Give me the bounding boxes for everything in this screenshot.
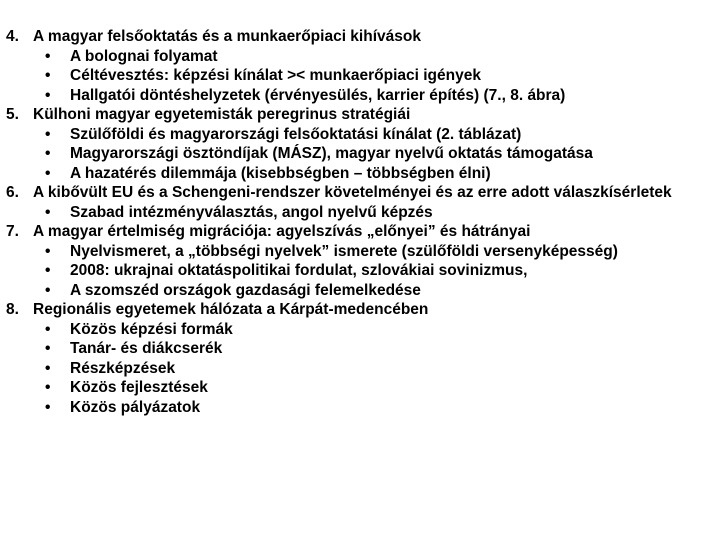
- bullet-icon: •: [45, 67, 51, 84]
- sub-bullet: [6, 47, 711, 67]
- item-text: A magyar felsőoktatás és a munkaerőpiaci kihívások: [33, 28, 421, 45]
- item-number: 4.: [6, 28, 19, 45]
- sub-bullet: [6, 359, 711, 379]
- sub-bullet: [6, 242, 711, 262]
- item-text: Külhoni magyar egyetemisták peregrinus stratégiái: [33, 106, 411, 123]
- sub-bullet-text: A bolognai folyamat: [70, 47, 218, 65]
- item-number: 5.: [6, 106, 19, 123]
- item-number: 8.: [6, 301, 19, 318]
- sub-bullet-text: 2008: ukrajnai oktatáspolitikai fordulat, szlovákiai sovinizmus,: [70, 262, 528, 279]
- bullet-icon: •: [45, 203, 51, 221]
- bullet-icon: •: [45, 86, 51, 104]
- sub-bullet: [6, 398, 711, 418]
- outline-item-7: [6, 222, 711, 242]
- bullet-icon: •: [45, 47, 51, 65]
- sub-bullet: [6, 66, 711, 86]
- sub-bullet-text: Közös fejlesztések: [70, 379, 208, 396]
- bullet-icon: •: [45, 398, 51, 416]
- sub-bullet: [6, 320, 711, 340]
- sub-bullet: [6, 339, 711, 359]
- sub-bullet-text: Tanár- és diákcserék: [70, 340, 223, 357]
- sub-bullet: [6, 125, 711, 145]
- bullet-icon: •: [45, 320, 51, 338]
- outline-item-8: [6, 300, 711, 320]
- sub-bullet: [6, 261, 711, 281]
- sub-bullet-text: Nyelvismeret, a „többségi nyelvek” ismerete (szülőföldi versenyképesség): [70, 242, 618, 260]
- item-text: A kibővült EU és a Schengeni-rendszer követelményei és az erre adott válaszkísérletek: [33, 184, 672, 201]
- sub-bullet-text: Szabad intézményválasztás, angol nyelvű képzés: [70, 203, 433, 221]
- sub-bullet-text: Részképzések: [70, 359, 176, 377]
- bullet-icon: •: [45, 242, 51, 260]
- bullet-icon: •: [45, 145, 51, 162]
- sub-bullet: [6, 281, 711, 301]
- outline-item-6: [6, 183, 711, 203]
- numbered-outline: [6, 27, 711, 417]
- sub-bullet-text: Céltévesztés: képzési kínálat >< munkaerőpiaci igények: [70, 67, 481, 84]
- sub-bullet-text: Szülőföldi és magyarországi felsőoktatási kínálat (2. táblázat): [70, 125, 522, 143]
- sub-bullet-text: Közös pályázatok: [70, 398, 201, 416]
- sub-bullet: [6, 378, 711, 398]
- bullet-icon: •: [45, 262, 51, 279]
- sub-bullet-text: A hazatérés dilemmája (kisebbségben – többségben élni): [70, 164, 491, 182]
- sub-bullet-text: A szomszéd országok gazdasági felemelkedése: [70, 281, 421, 299]
- item-number: 6.: [6, 184, 19, 201]
- bullet-icon: •: [45, 359, 51, 377]
- bullet-icon: •: [45, 340, 51, 357]
- item-text: A magyar értelmiség migrációja: agyelszívás „előnyei” és hátrányai: [33, 223, 531, 240]
- bullet-icon: •: [45, 379, 51, 396]
- sub-bullet: [6, 203, 711, 223]
- bullet-icon: •: [45, 281, 51, 299]
- sub-bullet-text: Magyarországi ösztöndíjak (MÁSZ), magyar nyelvű oktatás támogatása: [70, 145, 593, 162]
- bullet-icon: •: [45, 125, 51, 143]
- outline-item-5: [6, 105, 711, 125]
- sub-bullet-text: Közös képzési formák: [70, 320, 233, 338]
- bullet-icon: •: [45, 164, 51, 182]
- item-text: Regionális egyetemek hálózata a Kárpát-medencében: [33, 301, 429, 318]
- sub-bullet: [6, 164, 711, 184]
- sub-bullet: [6, 144, 711, 164]
- item-number: 7.: [6, 223, 19, 240]
- outline-item-4: [6, 27, 711, 47]
- sub-bullet-text: Hallgatói döntéshelyzetek (érvényesülés, karrier építés) (7., 8. ábra): [70, 86, 566, 104]
- sub-bullet: [6, 86, 711, 106]
